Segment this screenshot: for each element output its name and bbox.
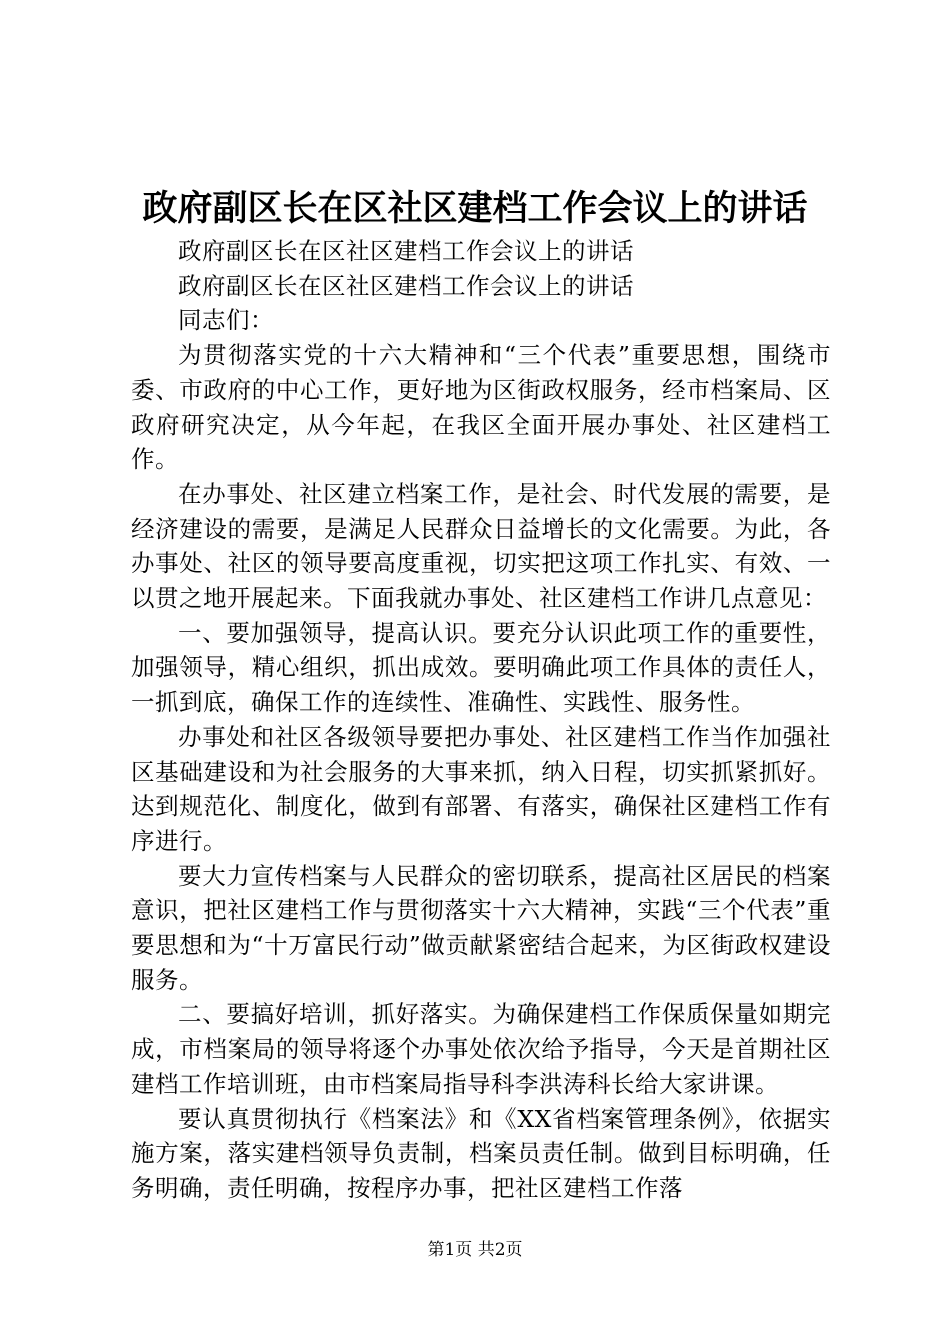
document-title: 政府副区长在区社区建档工作会议上的讲话 <box>142 188 808 229</box>
paragraph: 办事处和社区各级领导要把办事处、社区建档工作当作加强社区基础建设和为社会服务的大事来抓，纳入日程，切实抓紧抓好。达到规范化、制度化，做到有部署、有落实，确保社区建档工作有序进行。 <box>131 722 831 855</box>
salutation: 同志们： <box>178 306 274 335</box>
document-body <box>131 234 831 1206</box>
paragraph: 一、要加强领导，提高认识。要充分认识此项工作的重要性，加强领导，精心组织，抓出成效。要明确此项工作具体的责任人，一抓到底，确保工作的连续性、准确性、实践性、服务性。 <box>131 618 831 717</box>
paragraph: 要大力宣传档案与人民群众的密切联系，提高社区居民的档案意识，把社区建档工作与贯彻落实十六大精神，实践“三个代表”重要思想和为“十万富民行动”做贡献紧密结合起来，为区街政权建设服务。 <box>131 861 831 994</box>
paragraph: 在办事处、社区建立档案工作，是社会、时代发展的需要，是经济建设的需要，是满足人民群众日益增长的文化需要。为此，各办事处、社区的领导要高度重视，切实把这项工作扎实、有效、一以贯之地开展起来。下面我就办事处、社区建档工作讲几点意见： <box>131 479 831 613</box>
paragraph: 政府副区长在区社区建档工作会议上的讲话 <box>178 237 634 265</box>
paragraph: 政府副区长在区社区建档工作会议上的讲话 <box>178 271 634 300</box>
paragraph: 要认真贯彻执行《档案法》和《XX省档案管理条例》，依据实施方案，落实建档领导负责制，档案员责任制。做到目标明确，任务明确，责任明确，按程序办事，把社区建档工作落 <box>131 1104 831 1202</box>
paragraph: 二、要搞好培训，抓好落实。为确保建档工作保质保量如期完成，市档案局的领导将逐个办事处依次给予指导，今天是首期社区建档工作培训班，由市档案局指导科李洪涛科长给大家讲课。 <box>131 1000 831 1098</box>
paragraph: 为贯彻落实党的十六大精神和“三个代表”重要思想，围绕市委、市政府的中心工作，更好地为区街政权服务，经市档案局、区政府研究决定，从今年起，在我区全面开展办事处、社区建档工作。 <box>131 341 831 474</box>
page-footer: 第1页 共2页 <box>427 1240 523 1260</box>
